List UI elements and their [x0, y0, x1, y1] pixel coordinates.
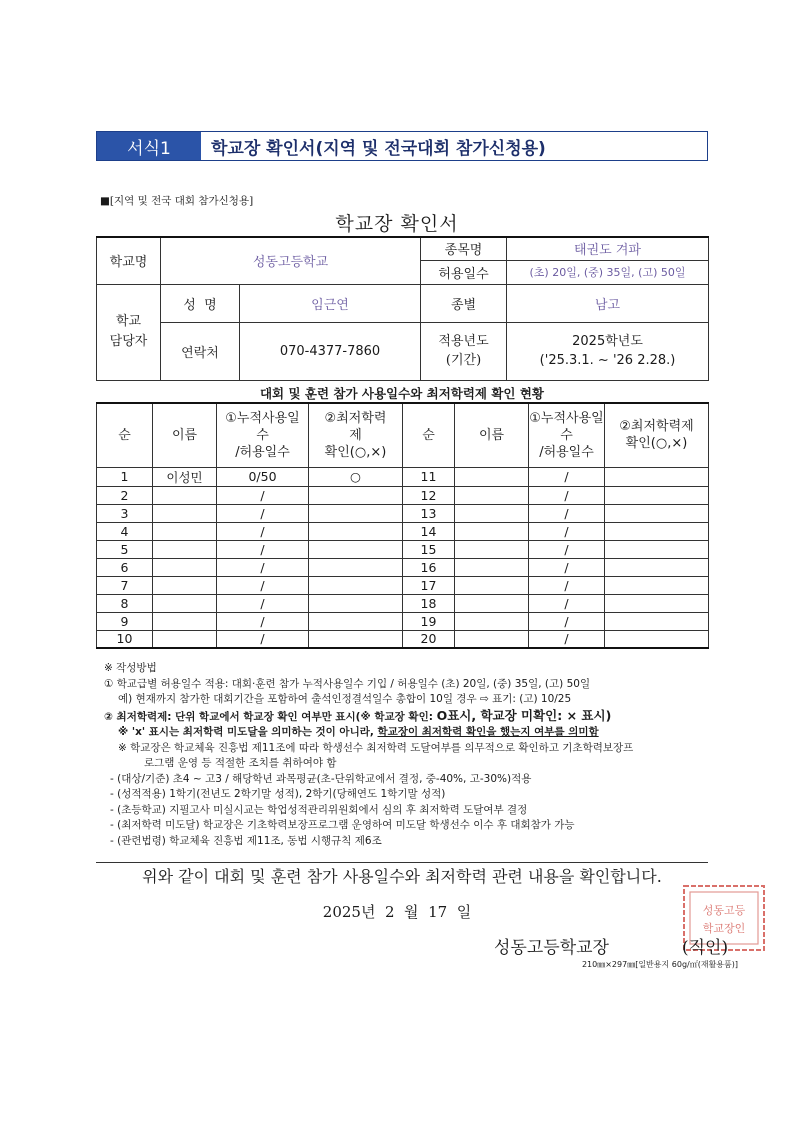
row-min-2	[605, 558, 709, 576]
row-min	[309, 612, 403, 630]
form-tag: 서식1	[97, 132, 201, 160]
row-min: ○	[309, 467, 403, 486]
col-header-no-2: 순	[403, 403, 455, 467]
col-header-min-2: ②최저학력제 확인(○,×)	[605, 403, 709, 467]
allowed-days-value: (초) 20일, (중) 35일, (고) 50일	[507, 260, 709, 284]
row-days: /	[217, 504, 309, 522]
row-no: 9	[97, 612, 153, 630]
detail-5: - (관련법령) 학교체육 진흥법 제11조, 동법 시행규칙 제6조	[110, 834, 382, 847]
period-value: ('25.3.1. ~ '26 2.28.)	[539, 353, 676, 368]
contact-label: 학교 담당자	[97, 284, 161, 380]
col-header-name: 이름	[153, 403, 217, 467]
row-no: 2	[97, 486, 153, 504]
row-no: 3	[97, 504, 153, 522]
row-name-2	[455, 576, 529, 594]
row-no-2: 18	[403, 594, 455, 612]
row-days: /	[217, 612, 309, 630]
detail-2: - (성적적용) 1학기(전년도 2학기말 성적), 2학기(당해연도 1학기말 성적)	[110, 788, 446, 800]
row-name	[153, 486, 217, 504]
table-row	[97, 594, 709, 612]
row-no: 5	[97, 540, 153, 558]
school-label: 학교명	[97, 237, 161, 284]
detail-1: - (대상/기준) 초4 ~ 고3 / 해당학년 과목평균(초-단위학교에서 결정, 중-40%, 고-30%)적용	[110, 772, 532, 785]
row-min	[309, 486, 403, 504]
row-name	[153, 504, 217, 522]
row-days-2: /	[529, 576, 605, 594]
row-days: /	[217, 558, 309, 576]
row-days: /	[217, 540, 309, 558]
row-days-2: /	[529, 522, 605, 540]
row-name	[153, 522, 217, 540]
table-row	[97, 576, 709, 594]
row-name-2	[455, 522, 529, 540]
row-min-2	[605, 522, 709, 540]
row-min	[309, 540, 403, 558]
col-header-name-2: 이름	[455, 403, 529, 467]
row-name-2	[455, 612, 529, 630]
seal-text-top: 성동고등	[702, 904, 746, 917]
section-title: 대회 및 훈련 참가 사용일수와 최저학력제 확인 현황	[259, 386, 545, 401]
event-value: 태권도 겨파	[507, 237, 709, 260]
table-row	[97, 522, 709, 540]
divider	[96, 862, 708, 863]
col-header-days: ①누적사용일 수 /허용일수	[217, 403, 309, 467]
name-value: 임근연	[240, 284, 421, 322]
school-value: 성동고등학교	[161, 237, 421, 284]
row-days-2: /	[529, 467, 605, 486]
note-2-text: ② 최저학력제: 단위 학교에서 학교장 확인 여부만 표시(※ 학교장 확인:	[104, 710, 437, 723]
row-name: 이성민	[153, 467, 217, 486]
row-min-2	[605, 594, 709, 612]
row-min-2	[605, 540, 709, 558]
row-no-2: 16	[403, 558, 455, 576]
row-no-2: 12	[403, 486, 455, 504]
row-min-2	[605, 576, 709, 594]
row-name-2	[455, 558, 529, 576]
row-name	[153, 594, 217, 612]
note-3-underline: 학교장이 최저학력 확인을 했는지 여부를 의미함	[377, 726, 599, 738]
gender-label: 종별	[421, 284, 507, 322]
table-row	[97, 630, 709, 648]
row-min	[309, 630, 403, 648]
col-header-no: 순	[97, 403, 153, 467]
row-no-2: 15	[403, 540, 455, 558]
row-days: 0/50	[217, 467, 309, 486]
row-min	[309, 576, 403, 594]
note-1-example: 예) 현재까지 참가한 대회기간을 포함하여 출석인정결석일수 총합이 10일 경우 ⇨ 표기: (고) 10/25	[118, 693, 572, 705]
row-min	[309, 504, 403, 522]
participant-table	[96, 402, 709, 649]
row-no-2: 17	[403, 576, 455, 594]
table-row	[97, 612, 709, 630]
note-4: ※ 학교장은 학교체육 진흥법 제11조에 따라 학생선수 최저학력 도달여부를 의무적으로 확인하고 기초학력보장프	[118, 741, 634, 754]
row-days-2: /	[529, 540, 605, 558]
row-no: 10	[97, 630, 153, 648]
row-no-2: 11	[403, 467, 455, 486]
col-header-days-2: ①누적사용일 수 /허용일수	[529, 403, 605, 467]
detail-3: - (초등학교) 지필고사 미실시교는 학업성적관리위원회에서 심의 후 최저학력 도달여부 결정	[110, 803, 528, 816]
row-days: /	[217, 486, 309, 504]
col-header-min: ②최저학력 제 확인(○,×)	[309, 403, 403, 467]
note-3-text: ※ 'x' 표시는 최저학력 미도달을 의미하는 것이 아니라,	[118, 726, 378, 738]
phone-label: 연락처	[161, 322, 240, 380]
year-cell	[507, 322, 709, 380]
table-row	[97, 540, 709, 558]
paper-spec: 210㎜×297㎜[일반용지 60g/㎡(재활용품)]	[581, 960, 738, 969]
row-min-2	[605, 486, 709, 504]
row-no-2: 19	[403, 612, 455, 630]
confirmation-statement: 위와 같이 대회 및 훈련 참가 사용일수와 최저학력 관련 내용을 확인합니다.	[142, 867, 662, 886]
year-label: 적용년도 (기간)	[421, 322, 507, 380]
row-days: /	[217, 522, 309, 540]
row-min-2	[605, 612, 709, 630]
row-name	[153, 558, 217, 576]
seal-label: (직인)	[682, 938, 729, 958]
row-days-2: /	[529, 486, 605, 504]
signature-date: 2025년 2 월 17 일	[322, 903, 472, 921]
table-row	[97, 467, 709, 486]
row-no-2: 13	[403, 504, 455, 522]
row-no-2: 20	[403, 630, 455, 648]
document-title: 학교장 확인서	[335, 213, 459, 235]
form-header-title: 학교장 확인서(지역 및 전국대회 참가신청용)	[211, 138, 546, 159]
row-name-2	[455, 630, 529, 648]
form-header	[96, 131, 708, 161]
note-2	[104, 708, 714, 726]
row-name	[153, 630, 217, 648]
row-name-2	[455, 504, 529, 522]
row-days-2: /	[529, 612, 605, 630]
row-name-2	[455, 540, 529, 558]
name-label: 성 명	[161, 284, 240, 322]
row-no: 1	[97, 467, 153, 486]
row-min	[309, 594, 403, 612]
row-min	[309, 522, 403, 540]
year-value: 2025학년도	[572, 334, 643, 349]
row-min-2	[605, 467, 709, 486]
row-days: /	[217, 594, 309, 612]
row-name-2	[455, 486, 529, 504]
event-label: 종목명	[421, 237, 507, 260]
table-row	[97, 558, 709, 576]
instructions	[104, 661, 714, 849]
row-name	[153, 612, 217, 630]
row-days-2: /	[529, 558, 605, 576]
info-table	[96, 236, 709, 381]
row-no: 7	[97, 576, 153, 594]
table-row	[97, 486, 709, 504]
row-no: 8	[97, 594, 153, 612]
row-name	[153, 576, 217, 594]
note-3	[104, 725, 714, 741]
note-4-cont: 로그램 운영 등 적절한 조치를 취하여야 함	[144, 757, 337, 769]
row-days: /	[217, 630, 309, 648]
row-days-2: /	[529, 630, 605, 648]
row-min-2	[605, 630, 709, 648]
row-no-2: 14	[403, 522, 455, 540]
table-row	[97, 504, 709, 522]
row-name-2	[455, 594, 529, 612]
row-days-2: /	[529, 504, 605, 522]
row-min-2	[605, 504, 709, 522]
note-1: ① 학교급별 허용일수 적용: 대회·훈련 참가 누적사용일수 기입 / 허용일수 (초) 20일, (중) 35일, (고) 50일	[104, 677, 591, 690]
row-days: /	[217, 576, 309, 594]
detail-4: - (최저학력 미도달) 학교장은 기초학력보장프로그램 운영하여 미도달 학생선수 이수 후 대회참가 가능	[110, 819, 575, 831]
row-name-2	[455, 467, 529, 486]
phone-value: 070-4377-7860	[240, 322, 421, 380]
row-no: 4	[97, 522, 153, 540]
seal-text-bottom: 학교장인	[702, 922, 746, 935]
row-days-2: /	[529, 594, 605, 612]
notes-heading: ※ 작성방법	[104, 662, 157, 674]
row-min	[309, 558, 403, 576]
category-label: ■[지역 및 전국 대회 참가신청용]	[100, 195, 254, 207]
note-2-marks: O표시, 학교장 미확인: × 표시)	[436, 707, 612, 723]
allowed-days-label: 허용일수	[421, 260, 507, 284]
row-name	[153, 540, 217, 558]
row-no: 6	[97, 558, 153, 576]
signer-name: 성동고등학교장	[494, 938, 609, 958]
gender-value: 남고	[507, 284, 709, 322]
